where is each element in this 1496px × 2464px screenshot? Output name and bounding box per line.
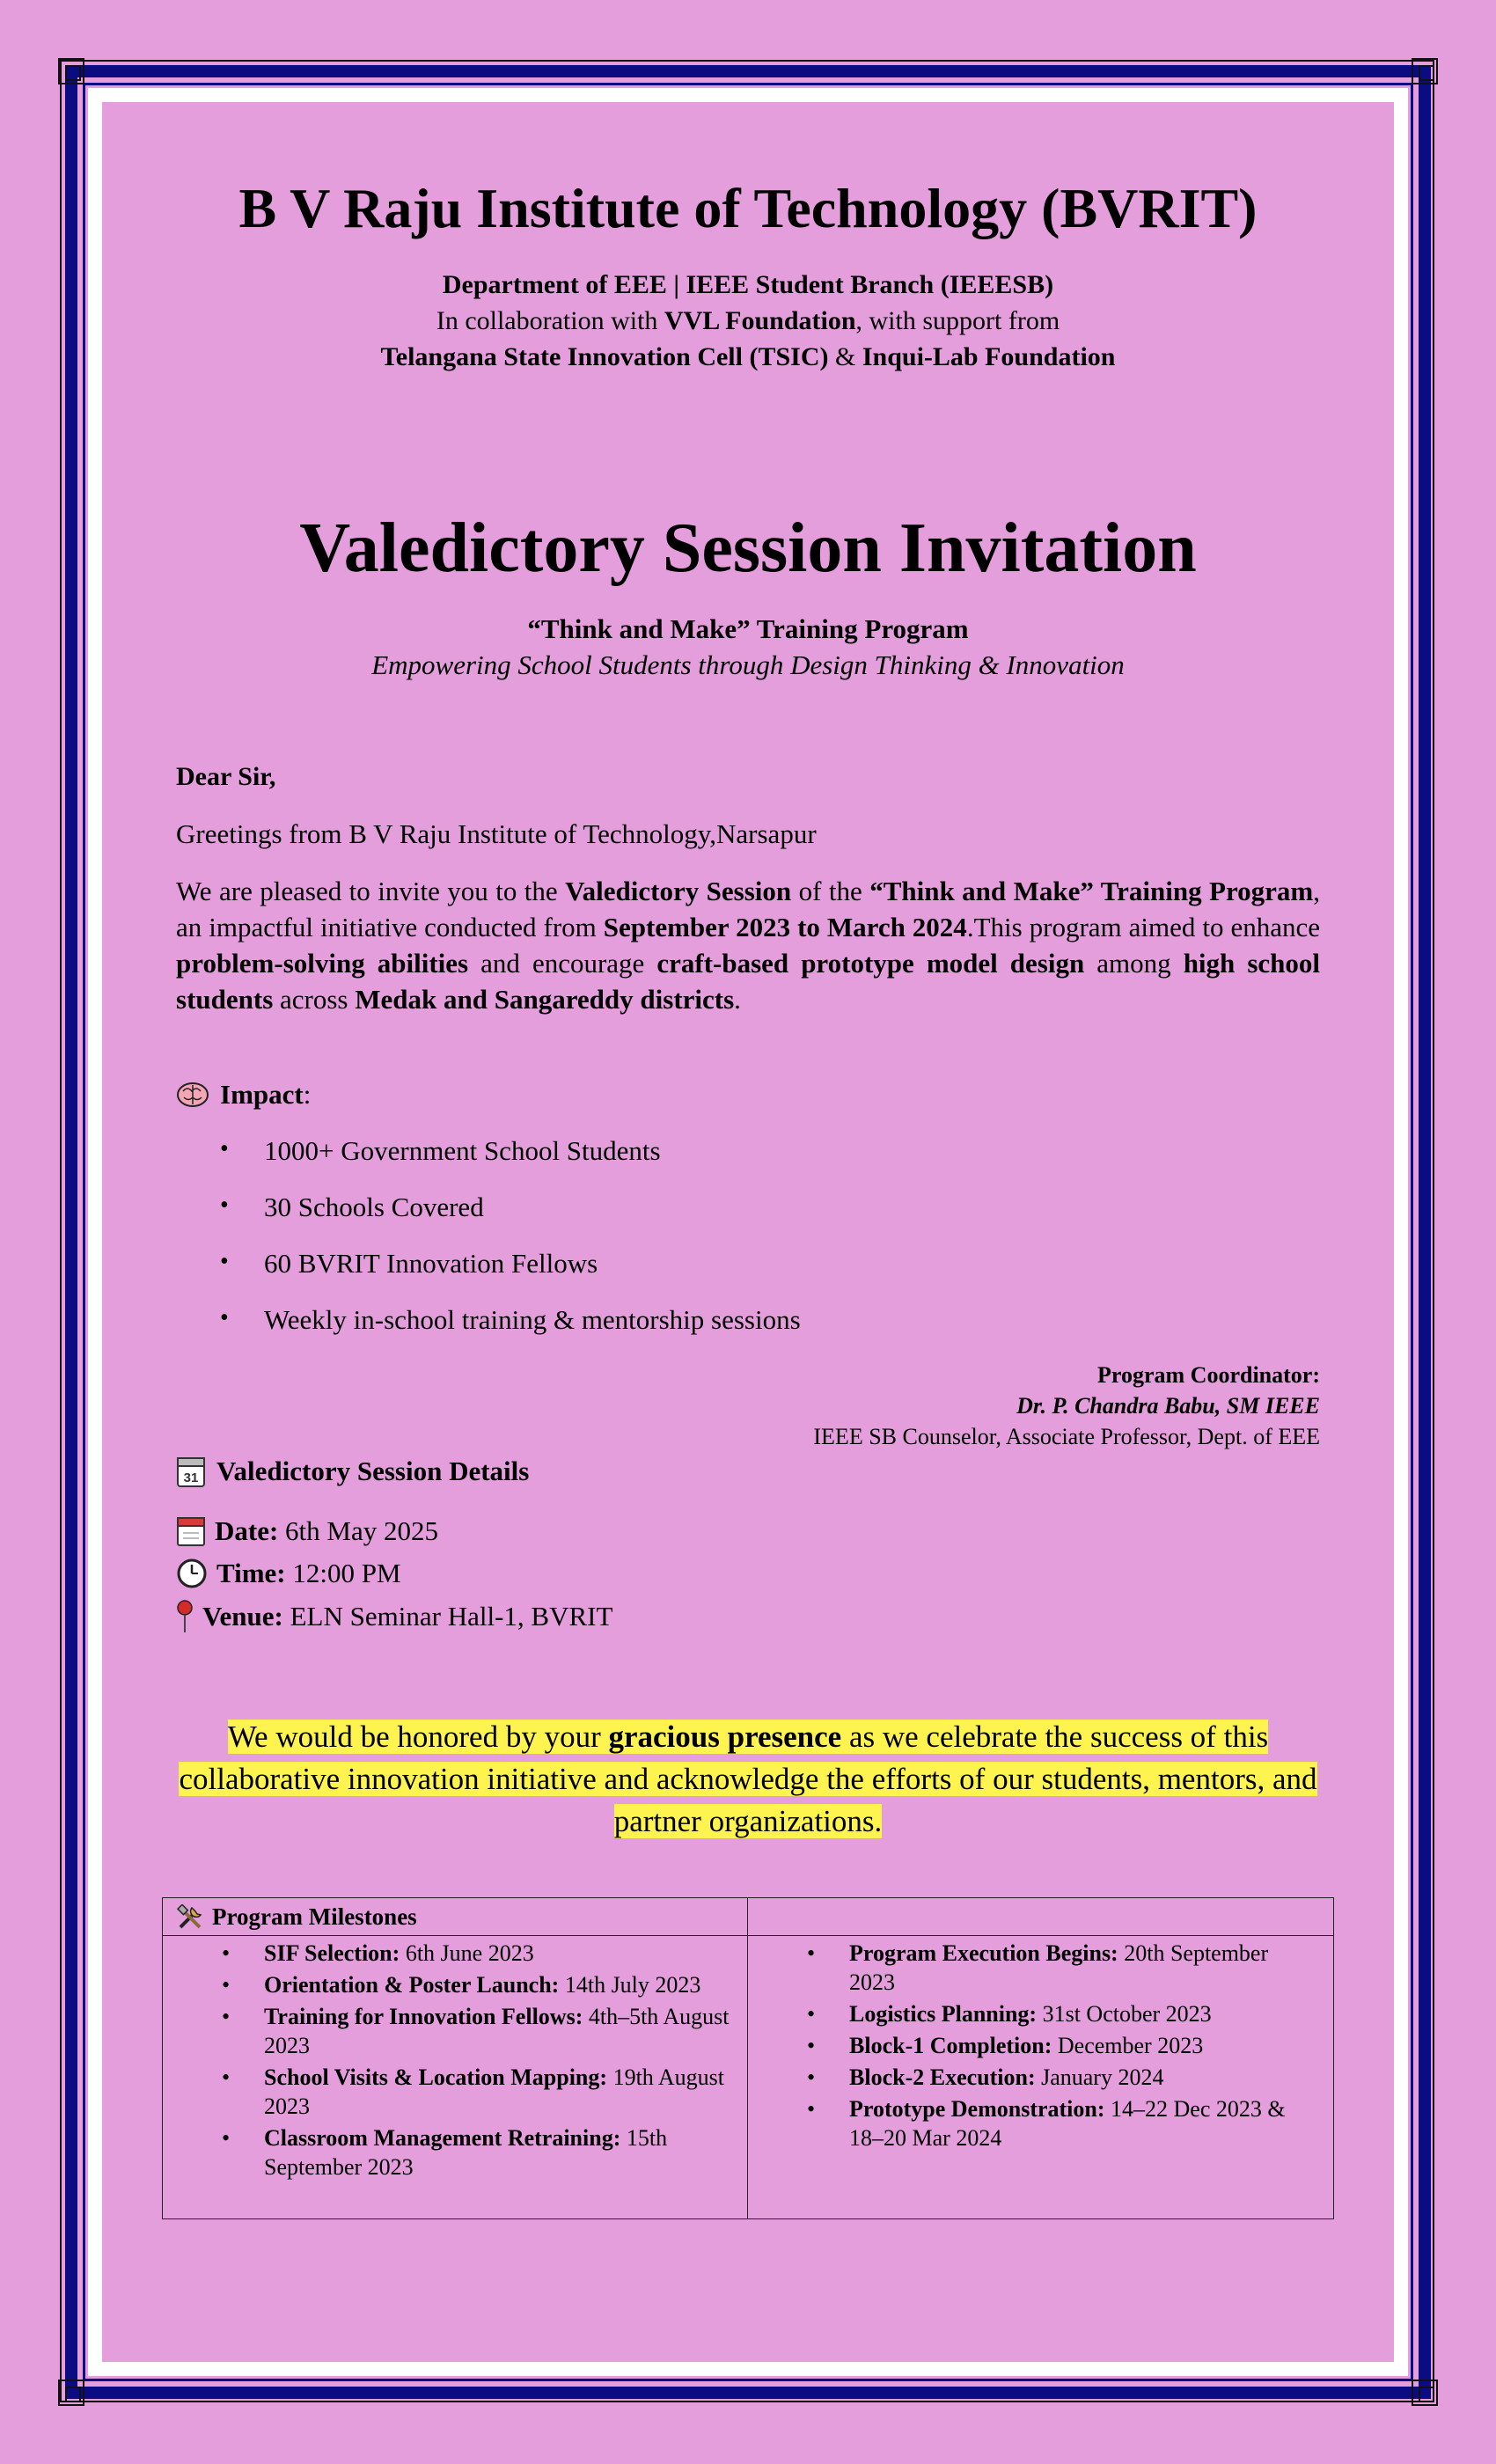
department-line: Department of EEE | IEEE Student Branch (IEEESB) (442, 270, 1054, 299)
list-item: • Weekly in-school training & mentorship sessions (220, 1304, 801, 1360)
milestone-item: • Orientation & Poster Launch: 14th July 2023 (264, 1970, 739, 1999)
frame-corner-ornament (1412, 58, 1438, 84)
list-item: • 1000+ Government School Students (220, 1135, 801, 1192)
coordinator-role: IEEE SB Counselor, Associate Professor, Dept. of EEE (813, 1424, 1320, 1449)
list-item: • 30 Schools Covered (220, 1192, 801, 1248)
institute-title: B V Raju Institute of Technology (BVRIT) (238, 177, 1258, 239)
milestones-title: Program Milestones (177, 1903, 417, 1931)
milestone-item: • Logistics Planning: 31st October 2023 (849, 1999, 1316, 2028)
greeting: Greetings from B V Raju Institute of Technology,Narsapur (176, 818, 817, 849)
coordinator-name: Dr. P. Chandra Babu, SM IEEE (1016, 1393, 1320, 1419)
support-line: Telangana State Innovation Cell (TSIC) & Inqui-Lab Foundation (380, 342, 1116, 371)
milestone-item: • School Visits & Location Mapping: 19th August 2023 (264, 2063, 739, 2121)
milestone-item: • Block-1 Completion: December 2023 (849, 2031, 1316, 2060)
milestones-right-column (849, 1939, 1316, 2155)
milestones-table (162, 1897, 1334, 2219)
invitation-title: Valedictory Session Invitation (299, 510, 1197, 587)
milestone-item: • SIF Selection: 6th June 2023 (264, 1939, 739, 1968)
organizer-lines (176, 267, 1320, 375)
list-item: • 60 BVRIT Innovation Fellows (220, 1248, 801, 1304)
closing-invitation: We would be honored by your gracious presence as we celebrate the success of this collaborative innovation initiative and acknowledge the efforts of our students, mentors, and partner organizations. (179, 1720, 1317, 1838)
brain-icon (176, 1081, 209, 1109)
salutation: Dear Sir, (176, 762, 276, 791)
frame-corner-ornament (1412, 2380, 1438, 2406)
session-venue: Venue: ELN Seminar Hall-1, BVRIT (176, 1600, 612, 1633)
program-name: “Think and Make” Training Program (527, 613, 969, 644)
collaboration-line: In collaboration with VVL Foundation, with support from (436, 306, 1060, 335)
milestones-column-divider (747, 1898, 748, 2218)
coordinator-label: Program Coordinator: (1097, 1362, 1320, 1388)
milestone-item: • Prototype Demonstration: 14–22 Dec 2023 & 18–20 Mar 2024 (849, 2094, 1316, 2152)
frame-corner-ornament (58, 58, 84, 84)
milestone-item: • Training for Innovation Fellows: 4th–5th August 2023 (264, 2002, 739, 2060)
milestone-item: • Block-2 Execution: January 2024 (849, 2063, 1316, 2092)
program-coordinator (528, 1360, 1320, 1452)
intro-paragraph: We are pleased to invite you to the Valedictory Session of the “Think and Make” Training Program, an impactful initiative conducted from September 2023 to March 2024.This program aimed to enhance problem-solving abilities and encourage craft-based prototype model design among high school students across Medak and Sangareddy districts. (176, 876, 1320, 1015)
pin-icon (176, 1600, 194, 1633)
program-tagline: Empowering School Students through Design Thinking & Innovation (371, 649, 1125, 680)
impact-heading: Impact: (176, 1079, 311, 1111)
clock-icon (176, 1558, 208, 1589)
calendar-icon (176, 1455, 206, 1488)
frame-corner-ornament (58, 2380, 84, 2406)
svg-text:31: 31 (183, 1470, 199, 1485)
milestones-left-column (264, 1939, 739, 2184)
calendar-page-icon (176, 1515, 206, 1547)
impact-list (220, 1135, 801, 1360)
milestone-item: • Classroom Management Retraining: 15th September 2023 (264, 2123, 739, 2182)
session-date: Date: 6th May 2025 (176, 1515, 438, 1547)
tools-icon (177, 1904, 205, 1931)
session-time: Time: 12:00 PM (176, 1558, 401, 1589)
session-details-heading: 31 Valedictory Session Details (176, 1455, 529, 1488)
milestone-item: • Program Execution Begins: 20th September 2023 (849, 1939, 1316, 1997)
